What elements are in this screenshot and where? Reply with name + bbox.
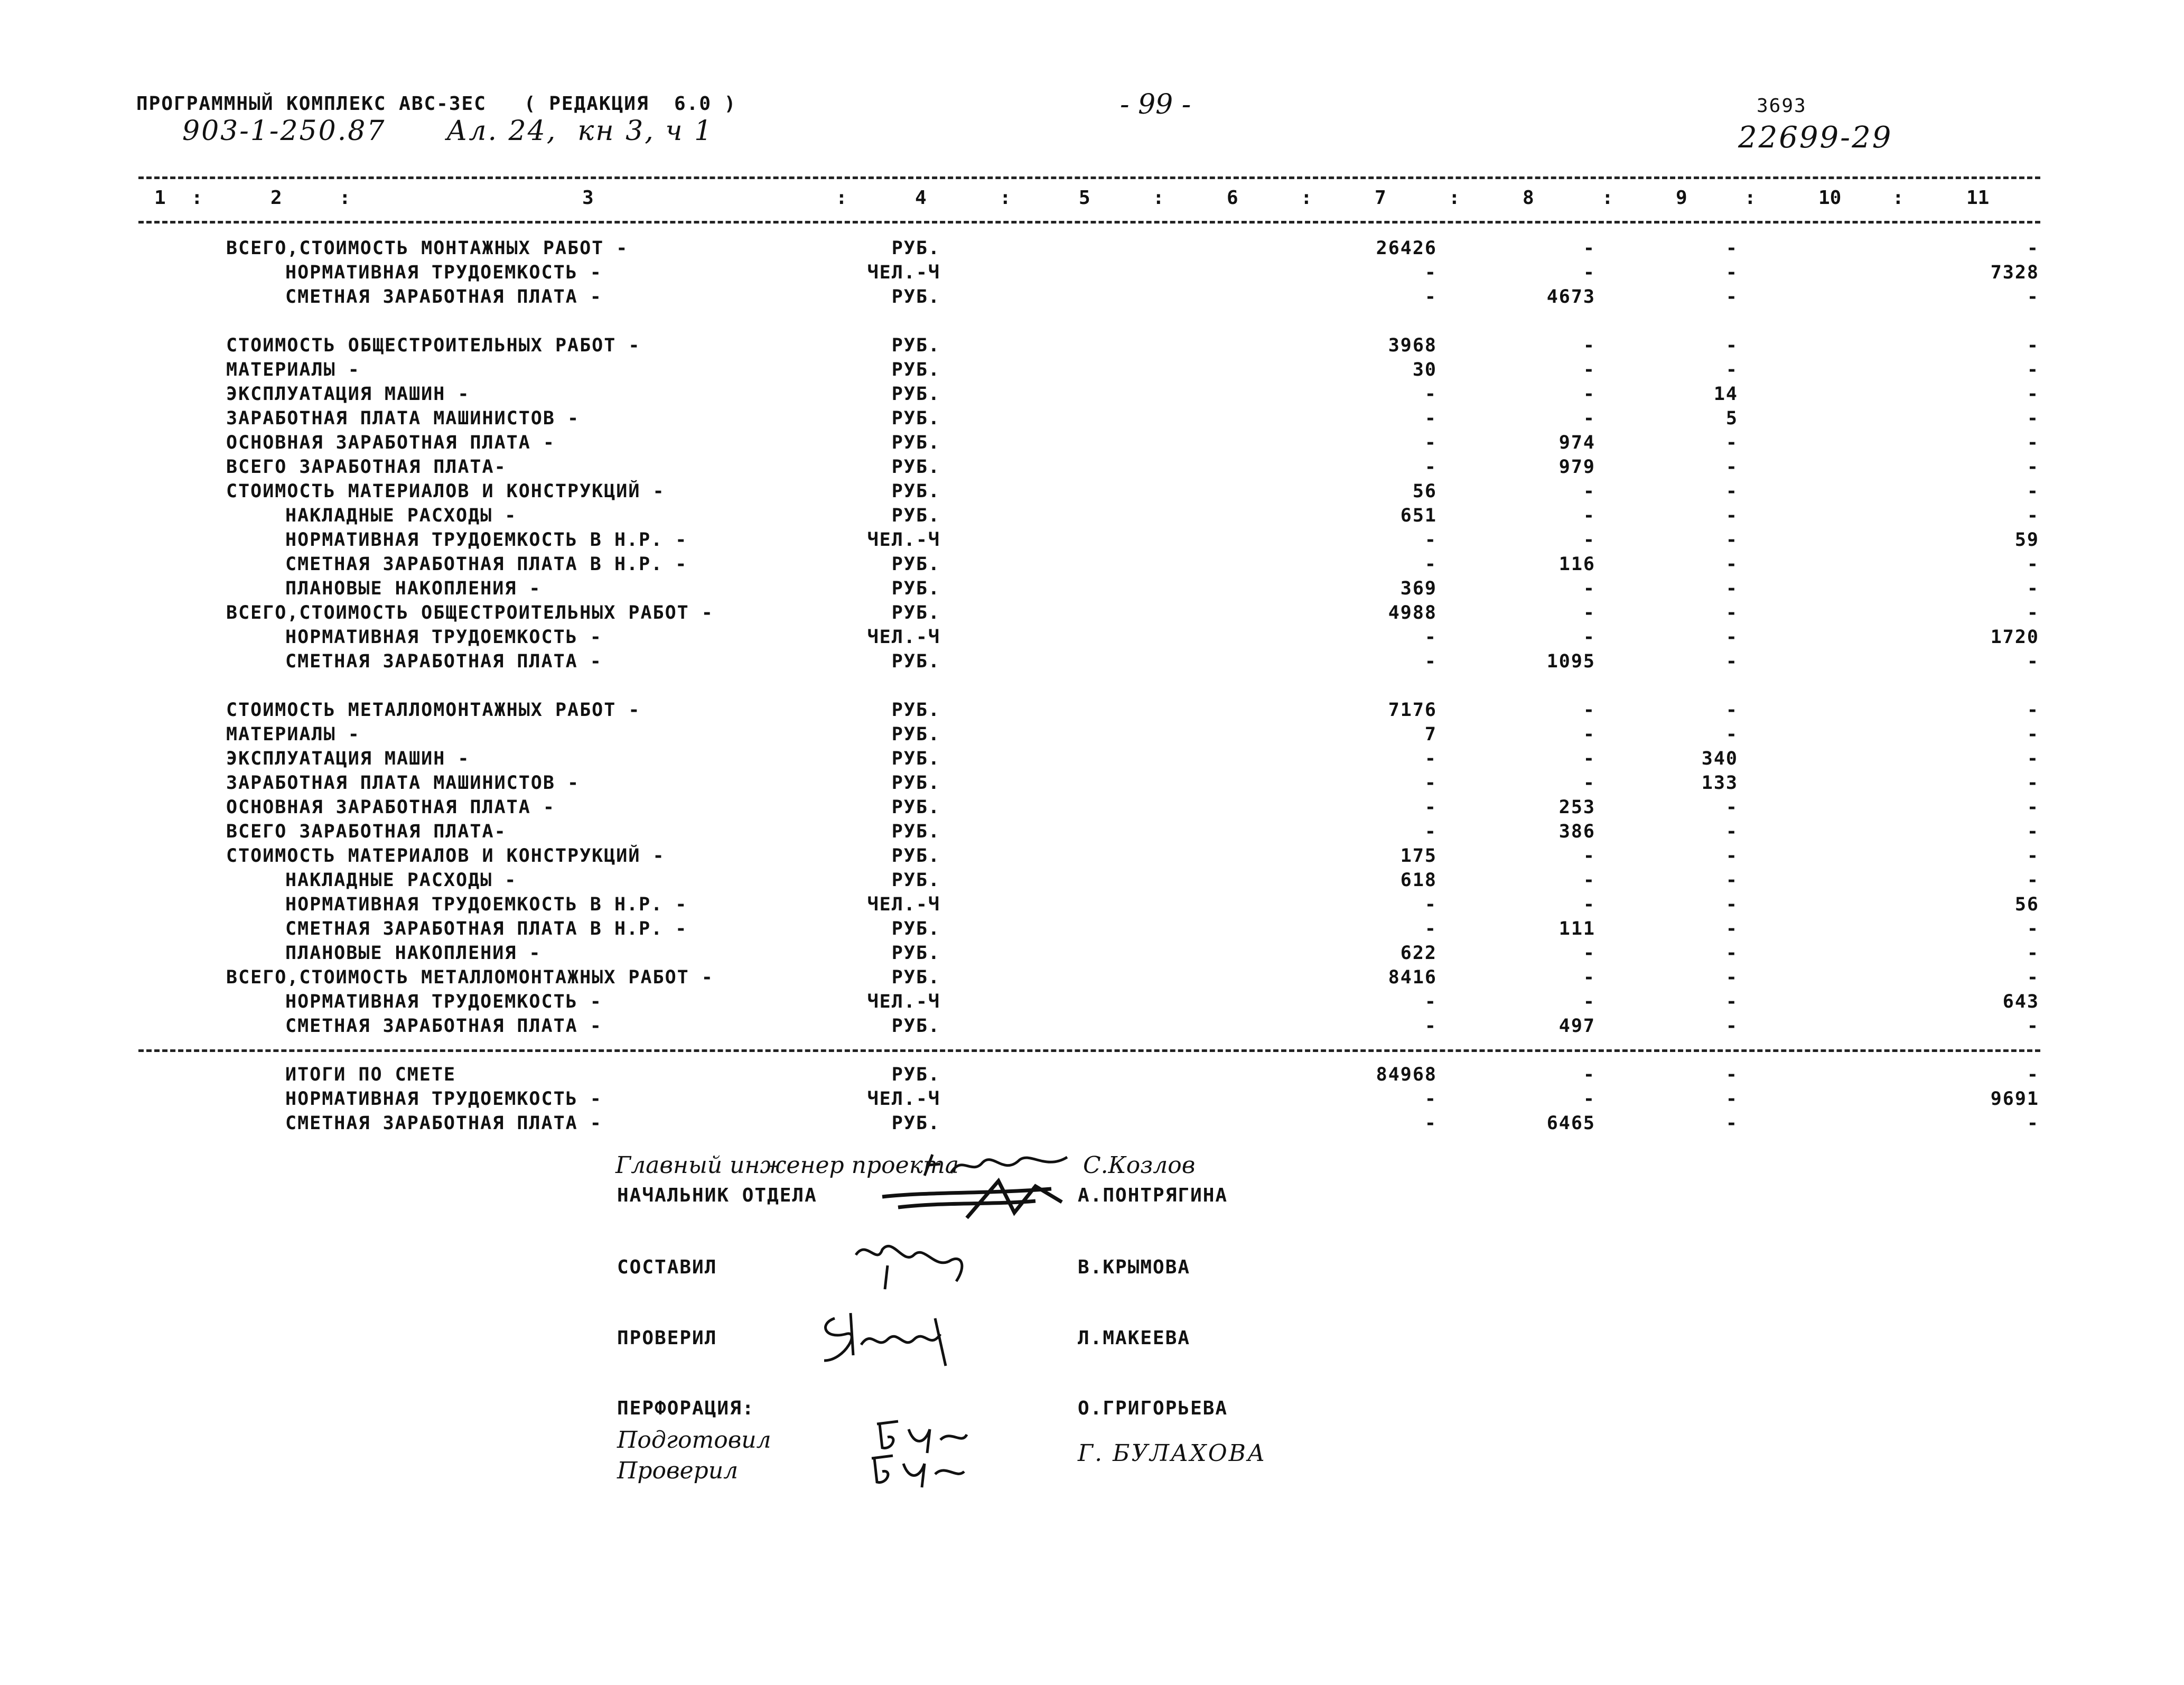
col7-cell: 84968 bbox=[1376, 1064, 1437, 1085]
column-separator: : bbox=[339, 187, 351, 209]
col9-cell: - bbox=[1725, 262, 1738, 283]
chief-engineer-name: С.Козлов bbox=[1083, 1152, 1196, 1179]
col9-cell: 133 bbox=[1701, 772, 1738, 794]
unit-cell: ЧЕЛ.-Ч bbox=[867, 991, 940, 1012]
unit-cell: РУБ. bbox=[891, 651, 940, 672]
table-row bbox=[0, 1113, 2184, 1137]
table-row bbox=[0, 262, 2184, 286]
row-label: ИТОГИ ПО СМЕТЕ bbox=[285, 1064, 456, 1085]
table-row bbox=[0, 578, 2184, 602]
unit-cell: РУБ. bbox=[891, 432, 940, 453]
table-row bbox=[0, 748, 2184, 772]
project-code: 903-1-250.87 bbox=[182, 115, 386, 147]
col9-cell: - bbox=[1725, 651, 1738, 672]
unit-cell: РУБ. bbox=[891, 821, 940, 842]
unit-cell: РУБ. bbox=[891, 384, 940, 405]
col7-cell: - bbox=[1424, 772, 1437, 794]
table-row bbox=[0, 894, 2184, 918]
col7-cell: - bbox=[1424, 457, 1437, 478]
table-row bbox=[0, 700, 2184, 724]
row-label: СТОИМОСТЬ ОБЩЕСТРОИТЕЛЬНЫХ РАБОТ - bbox=[226, 335, 641, 356]
col8-cell: - bbox=[1583, 991, 1595, 1012]
row-label: ВСЕГО ЗАРАБОТНАЯ ПЛАТА- bbox=[226, 457, 507, 478]
table-row bbox=[0, 335, 2184, 359]
perforation-label: ПЕРФОРАЦИЯ: bbox=[617, 1398, 755, 1419]
row-label: ОСНОВНАЯ ЗАРАБОТНАЯ ПЛАТА - bbox=[226, 432, 555, 453]
col8-cell: - bbox=[1583, 578, 1595, 599]
unit-cell: РУБ. bbox=[891, 1113, 940, 1134]
col9-cell: - bbox=[1725, 432, 1738, 453]
col7-cell: - bbox=[1424, 748, 1437, 769]
column-header-5: 5 bbox=[1079, 187, 1090, 209]
table-row bbox=[0, 991, 2184, 1016]
column-header-11: 11 bbox=[1966, 187, 1990, 209]
col8-cell: - bbox=[1583, 529, 1595, 551]
unit-cell: РУБ. bbox=[891, 602, 940, 623]
column-header-row bbox=[138, 187, 2040, 213]
col7-cell: - bbox=[1424, 554, 1437, 575]
col11-cell: - bbox=[2027, 943, 2039, 964]
table-row bbox=[0, 481, 2184, 505]
compiled-label: СОСТАВИЛ bbox=[617, 1256, 717, 1278]
row-label: СТОИМОСТЬ МАТЕРИАЛОВ И КОНСТРУКЦИЙ - bbox=[226, 481, 665, 502]
unit-cell: РУБ. bbox=[891, 554, 940, 575]
col11-cell: - bbox=[2027, 700, 2039, 721]
col7-cell: 56 bbox=[1412, 481, 1437, 502]
col9-cell: 340 bbox=[1701, 748, 1738, 769]
unit-cell: РУБ. bbox=[891, 870, 940, 891]
col8-cell: - bbox=[1583, 384, 1595, 405]
checked-name: Л.МАКЕЕВА bbox=[1078, 1327, 1191, 1349]
table-row bbox=[0, 1016, 2184, 1040]
col11-cell: - bbox=[2027, 870, 2039, 891]
row-label: СМЕТНАЯ ЗАРАБОТНАЯ ПЛАТА - bbox=[285, 1113, 602, 1134]
column-header-3: 3 bbox=[582, 187, 594, 209]
col7-cell: - bbox=[1424, 1088, 1437, 1110]
col8-cell: - bbox=[1583, 602, 1595, 623]
col7-cell: - bbox=[1424, 262, 1437, 283]
col7-cell: - bbox=[1424, 627, 1437, 648]
col11-cell: - bbox=[2027, 821, 2039, 842]
unit-cell: РУБ. bbox=[891, 238, 940, 259]
unit-cell: РУБ. bbox=[891, 797, 940, 818]
col11-cell: - bbox=[2027, 286, 2039, 308]
table-row bbox=[0, 845, 2184, 870]
col7-cell: - bbox=[1424, 432, 1437, 453]
table-row bbox=[0, 432, 2184, 457]
col11-cell: 643 bbox=[2002, 991, 2039, 1012]
table-row bbox=[0, 1088, 2184, 1113]
totals-rule bbox=[138, 1049, 2040, 1052]
col11-cell: - bbox=[2027, 1016, 2039, 1037]
col9-cell: - bbox=[1725, 943, 1738, 964]
col8-cell: - bbox=[1583, 943, 1595, 964]
col11-cell: - bbox=[2027, 845, 2039, 867]
column-header-7: 7 bbox=[1375, 187, 1386, 209]
table-row bbox=[0, 1064, 2184, 1088]
col11-cell: 9691 bbox=[1990, 1088, 2039, 1110]
col8-cell: 497 bbox=[1558, 1016, 1595, 1037]
inventory-number: 22699-29 bbox=[1738, 120, 1893, 155]
col11-cell: 56 bbox=[2014, 894, 2039, 915]
col11-cell: - bbox=[2027, 335, 2039, 356]
album-reference: Ал. 24, кн 3, ч 1 bbox=[446, 115, 714, 147]
col8-cell: - bbox=[1583, 408, 1595, 429]
col9-cell: - bbox=[1725, 602, 1738, 623]
col7-cell: - bbox=[1424, 821, 1437, 842]
col11-cell: - bbox=[2027, 772, 2039, 794]
document-number: 3693 bbox=[1757, 95, 1807, 117]
col9-cell: - bbox=[1725, 870, 1738, 891]
col9-cell: - bbox=[1725, 481, 1738, 502]
table-row bbox=[0, 384, 2184, 408]
row-label: СМЕТНАЯ ЗАРАБОТНАЯ ПЛАТА - bbox=[285, 1016, 602, 1037]
unit-cell: ЧЕЛ.-Ч bbox=[867, 262, 940, 283]
col11-cell: - bbox=[2027, 602, 2039, 623]
col9-cell: - bbox=[1725, 505, 1738, 526]
col9-cell: - bbox=[1725, 1016, 1738, 1037]
row-label: НОРМАТИВНАЯ ТРУДОЕМКОСТЬ - bbox=[285, 1088, 602, 1110]
col8-cell: - bbox=[1583, 481, 1595, 502]
col7-cell: 622 bbox=[1400, 943, 1437, 964]
row-label: НОРМАТИВНАЯ ТРУДОЕМКОСТЬ - bbox=[285, 627, 602, 648]
unit-cell: РУБ. bbox=[891, 748, 940, 769]
row-label: МАТЕРИАЛЫ - bbox=[226, 359, 360, 380]
col8-cell: 111 bbox=[1558, 918, 1595, 939]
row-label: СТОИМОСТЬ МЕТАЛЛОМОНТАЖНЫХ РАБОТ - bbox=[226, 700, 641, 721]
checked-signature bbox=[814, 1302, 962, 1373]
table-row bbox=[0, 505, 2184, 529]
unit-cell: РУБ. bbox=[891, 700, 940, 721]
table-row bbox=[0, 821, 2184, 845]
col9-cell: - bbox=[1725, 724, 1738, 745]
col8-cell: - bbox=[1583, 1064, 1595, 1085]
col7-cell: 7176 bbox=[1388, 700, 1437, 721]
col8-cell: - bbox=[1583, 772, 1595, 794]
column-separator: : bbox=[1744, 187, 1756, 209]
col7-cell: - bbox=[1424, 991, 1437, 1012]
column-separator: : bbox=[1000, 187, 1011, 209]
table-row bbox=[0, 238, 2184, 262]
table-row bbox=[0, 408, 2184, 432]
col8-cell: - bbox=[1583, 1088, 1595, 1110]
col7-cell: 3968 bbox=[1388, 335, 1437, 356]
col8-cell: 6465 bbox=[1546, 1113, 1595, 1134]
row-label: ЗАРАБОТНАЯ ПЛАТА МАШИНИСТОВ - bbox=[226, 408, 580, 429]
col7-cell: - bbox=[1424, 1016, 1437, 1037]
col8-cell: 4673 bbox=[1546, 286, 1595, 308]
col8-cell: - bbox=[1583, 627, 1595, 648]
col9-cell: - bbox=[1725, 529, 1738, 551]
unit-cell: РУБ. bbox=[891, 481, 940, 502]
col7-cell: 8416 bbox=[1388, 967, 1437, 988]
row-label: НАКЛАДНЫЕ РАСХОДЫ - bbox=[285, 505, 517, 526]
col11-cell: - bbox=[2027, 918, 2039, 939]
column-header-10: 10 bbox=[1818, 187, 1842, 209]
col11-cell: - bbox=[2027, 432, 2039, 453]
col8-cell: - bbox=[1583, 967, 1595, 988]
col8-cell: - bbox=[1583, 700, 1595, 721]
col8-cell: - bbox=[1583, 894, 1595, 915]
col9-cell: - bbox=[1725, 797, 1738, 818]
table-row bbox=[0, 359, 2184, 384]
unit-cell: РУБ. bbox=[891, 845, 940, 867]
col9-cell: - bbox=[1725, 359, 1738, 380]
unit-cell: РУБ. bbox=[891, 918, 940, 939]
col7-cell: - bbox=[1424, 894, 1437, 915]
col9-cell: - bbox=[1725, 967, 1738, 988]
unit-cell: РУБ. bbox=[891, 286, 940, 308]
col9-cell: - bbox=[1725, 845, 1738, 867]
compiled-signature bbox=[845, 1234, 972, 1294]
program-header: ПРОГРАММНЫЙ КОМПЛЕКС АВС-ЗЕС ( РЕДАКЦИЯ 6.0 ) bbox=[136, 93, 737, 115]
col8-cell: - bbox=[1583, 724, 1595, 745]
checked-label: ПРОВЕРИЛ bbox=[617, 1327, 717, 1349]
col9-cell: - bbox=[1725, 286, 1738, 308]
table-row bbox=[0, 554, 2184, 578]
col7-cell: 30 bbox=[1412, 359, 1437, 380]
col9-cell: - bbox=[1725, 991, 1738, 1012]
page-number: - 99 - bbox=[1120, 89, 1191, 120]
unit-cell: РУБ. bbox=[891, 724, 940, 745]
col8-cell: 974 bbox=[1558, 432, 1595, 453]
col11-cell: - bbox=[2027, 1113, 2039, 1134]
unit-cell: РУБ. bbox=[891, 408, 940, 429]
table-row bbox=[0, 651, 2184, 675]
row-label: НОРМАТИВНАЯ ТРУДОЕМКОСТЬ - bbox=[285, 991, 602, 1012]
col8-cell: - bbox=[1583, 748, 1595, 769]
column-header-6: 6 bbox=[1227, 187, 1238, 209]
verified-signature bbox=[861, 1448, 967, 1492]
row-label: СМЕТНАЯ ЗАРАБОТНАЯ ПЛАТА В Н.Р. - bbox=[285, 554, 688, 575]
row-label: ВСЕГО,СТОИМОСТЬ ОБЩЕСТРОИТЕЛЬНЫХ РАБОТ - bbox=[226, 602, 714, 623]
row-label: ПЛАНОВЫЕ НАКОПЛЕНИЯ - bbox=[285, 943, 542, 964]
column-separator: : bbox=[1602, 187, 1613, 209]
column-separator: : bbox=[1301, 187, 1312, 209]
row-label: ВСЕГО,СТОИМОСТЬ МОНТАЖНЫХ РАБОТ - bbox=[226, 238, 629, 259]
col8-cell: 253 bbox=[1558, 797, 1595, 818]
table-row bbox=[0, 286, 2184, 311]
row-label: ВСЕГО ЗАРАБОТНАЯ ПЛАТА- bbox=[226, 821, 507, 842]
col8-cell: 1095 bbox=[1546, 651, 1595, 672]
unit-cell: РУБ. bbox=[891, 359, 940, 380]
col11-cell: - bbox=[2027, 481, 2039, 502]
prepared-name: Г. БУЛАХОВА bbox=[1078, 1440, 1267, 1467]
col9-cell: - bbox=[1725, 627, 1738, 648]
col9-cell: - bbox=[1725, 918, 1738, 939]
row-label: ЭКСПЛУАТАЦИЯ МАШИН - bbox=[226, 384, 470, 405]
row-label: ЭКСПЛУАТАЦИЯ МАШИН - bbox=[226, 748, 470, 769]
row-label: ОСНОВНАЯ ЗАРАБОТНАЯ ПЛАТА - bbox=[226, 797, 555, 818]
column-header-4: 4 bbox=[915, 187, 927, 209]
col11-cell: 1720 bbox=[1990, 627, 2039, 648]
unit-cell: ЧЕЛ.-Ч bbox=[867, 627, 940, 648]
column-header-8: 8 bbox=[1523, 187, 1534, 209]
column-header-2: 2 bbox=[270, 187, 282, 209]
row-label: ПЛАНОВЫЕ НАКОПЛЕНИЯ - bbox=[285, 578, 542, 599]
col11-cell: - bbox=[2027, 457, 2039, 478]
column-separator: : bbox=[1892, 187, 1904, 209]
unit-cell: ЧЕЛ.-Ч bbox=[867, 529, 940, 551]
col11-cell: - bbox=[2027, 408, 2039, 429]
column-header-1: 1 bbox=[154, 187, 166, 209]
col9-cell: 5 bbox=[1725, 408, 1738, 429]
col11-cell: 59 bbox=[2014, 529, 2039, 551]
col9-cell: - bbox=[1725, 700, 1738, 721]
col11-cell: 7328 bbox=[1990, 262, 2039, 283]
unit-cell: РУБ. bbox=[891, 1016, 940, 1037]
col9-cell: - bbox=[1725, 457, 1738, 478]
col11-cell: - bbox=[2027, 967, 2039, 988]
row-label: СМЕТНАЯ ЗАРАБОТНАЯ ПЛАТА В Н.Р. - bbox=[285, 918, 688, 939]
col7-cell: 7 bbox=[1424, 724, 1437, 745]
col9-cell: - bbox=[1725, 1064, 1738, 1085]
unit-cell: РУБ. bbox=[891, 772, 940, 794]
col8-cell: - bbox=[1583, 870, 1595, 891]
unit-cell: ЧЕЛ.-Ч bbox=[867, 894, 940, 915]
col9-cell: - bbox=[1725, 578, 1738, 599]
table-row bbox=[0, 457, 2184, 481]
col7-cell: 175 bbox=[1400, 845, 1437, 867]
column-separator: : bbox=[836, 187, 847, 209]
unit-cell: РУБ. bbox=[891, 578, 940, 599]
prepared-label: Подготовил bbox=[617, 1427, 771, 1454]
col9-cell: - bbox=[1725, 894, 1738, 915]
col9-cell: - bbox=[1725, 554, 1738, 575]
dept-head-signature bbox=[877, 1165, 1078, 1231]
perforation-name: О.ГРИГОРЬЕВА bbox=[1078, 1398, 1228, 1419]
unit-cell: РУБ. bbox=[891, 967, 940, 988]
col8-cell: - bbox=[1583, 359, 1595, 380]
top-rule-1 bbox=[138, 176, 2040, 179]
col11-cell: - bbox=[2027, 554, 2039, 575]
col8-cell: - bbox=[1583, 335, 1595, 356]
unit-cell: РУБ. bbox=[891, 335, 940, 356]
col7-cell: - bbox=[1424, 384, 1437, 405]
col11-cell: - bbox=[2027, 578, 2039, 599]
row-label: ЗАРАБОТНАЯ ПЛАТА МАШИНИСТОВ - bbox=[226, 772, 580, 794]
verified-label: Проверил bbox=[617, 1457, 739, 1484]
row-label: ВСЕГО,СТОИМОСТЬ МЕТАЛЛОМОНТАЖНЫХ РАБОТ - bbox=[226, 967, 714, 988]
col8-cell: 979 bbox=[1558, 457, 1595, 478]
col8-cell: 386 bbox=[1558, 821, 1595, 842]
col11-cell: - bbox=[2027, 724, 2039, 745]
col7-cell: - bbox=[1424, 1113, 1437, 1134]
unit-cell: РУБ. bbox=[891, 943, 940, 964]
column-separator: : bbox=[191, 187, 203, 209]
col7-cell: - bbox=[1424, 918, 1437, 939]
column-separator: : bbox=[1449, 187, 1460, 209]
table-row bbox=[0, 797, 2184, 821]
col9-cell: - bbox=[1725, 335, 1738, 356]
column-separator: : bbox=[1153, 187, 1164, 209]
col9-cell: - bbox=[1725, 1113, 1738, 1134]
table-row bbox=[0, 943, 2184, 967]
col11-cell: - bbox=[2027, 359, 2039, 380]
col7-cell: - bbox=[1424, 408, 1437, 429]
compiled-name: В.КРЫМОВА bbox=[1078, 1256, 1191, 1278]
col7-cell: 369 bbox=[1400, 578, 1437, 599]
col9-cell: - bbox=[1725, 1088, 1738, 1110]
row-label: МАТЕРИАЛЫ - bbox=[226, 724, 360, 745]
col7-cell: - bbox=[1424, 797, 1437, 818]
col11-cell: - bbox=[2027, 748, 2039, 769]
table-row bbox=[0, 967, 2184, 991]
col7-cell: 26426 bbox=[1376, 238, 1437, 259]
row-label: НОРМАТИВНАЯ ТРУДОЕМКОСТЬ В Н.Р. - bbox=[285, 529, 688, 551]
col7-cell: - bbox=[1424, 286, 1437, 308]
col7-cell: 4988 bbox=[1388, 602, 1437, 623]
row-label: НОРМАТИВНАЯ ТРУДОЕМКОСТЬ - bbox=[285, 262, 602, 283]
unit-cell: РУБ. bbox=[891, 1064, 940, 1085]
col9-cell: - bbox=[1725, 821, 1738, 842]
col11-cell: - bbox=[2027, 797, 2039, 818]
table-row bbox=[0, 602, 2184, 627]
col7-cell: 651 bbox=[1400, 505, 1437, 526]
col7-cell: - bbox=[1424, 529, 1437, 551]
row-label: НАКЛАДНЫЕ РАСХОДЫ - bbox=[285, 870, 517, 891]
col8-cell: - bbox=[1583, 262, 1595, 283]
row-label: СМЕТНАЯ ЗАРАБОТНАЯ ПЛАТА - bbox=[285, 286, 602, 308]
row-label: СМЕТНАЯ ЗАРАБОТНАЯ ПЛАТА - bbox=[285, 651, 602, 672]
row-label: НОРМАТИВНАЯ ТРУДОЕМКОСТЬ В Н.Р. - bbox=[285, 894, 688, 915]
col8-cell: - bbox=[1583, 845, 1595, 867]
col11-cell: - bbox=[2027, 384, 2039, 405]
dept-head-label: НАЧАЛЬНИК ОТДЕЛА bbox=[617, 1185, 817, 1206]
col7-cell: - bbox=[1424, 651, 1437, 672]
unit-cell: ЧЕЛ.-Ч bbox=[867, 1088, 940, 1110]
col8-cell: - bbox=[1583, 238, 1595, 259]
table-row bbox=[0, 724, 2184, 748]
col8-cell: - bbox=[1583, 505, 1595, 526]
unit-cell: РУБ. bbox=[891, 457, 940, 478]
chief-engineer-label: Главный инженер проекта bbox=[615, 1152, 959, 1179]
table-row bbox=[0, 529, 2184, 554]
col7-cell: 618 bbox=[1400, 870, 1437, 891]
col11-cell: - bbox=[2027, 1064, 2039, 1085]
unit-cell: РУБ. bbox=[891, 505, 940, 526]
col9-cell: - bbox=[1725, 238, 1738, 259]
col9-cell: 14 bbox=[1713, 384, 1738, 405]
table-row bbox=[0, 870, 2184, 894]
column-header-9: 9 bbox=[1676, 187, 1687, 209]
dept-head-name: А.ПОНТРЯГИНА bbox=[1078, 1185, 1228, 1206]
table-row bbox=[0, 627, 2184, 651]
row-label: СТОИМОСТЬ МАТЕРИАЛОВ И КОНСТРУКЦИЙ - bbox=[226, 845, 665, 867]
table-row bbox=[0, 772, 2184, 797]
col11-cell: - bbox=[2027, 651, 2039, 672]
table-row bbox=[0, 918, 2184, 943]
col11-cell: - bbox=[2027, 505, 2039, 526]
col11-cell: - bbox=[2027, 238, 2039, 259]
top-rule-2 bbox=[138, 221, 2040, 224]
col8-cell: 116 bbox=[1558, 554, 1595, 575]
